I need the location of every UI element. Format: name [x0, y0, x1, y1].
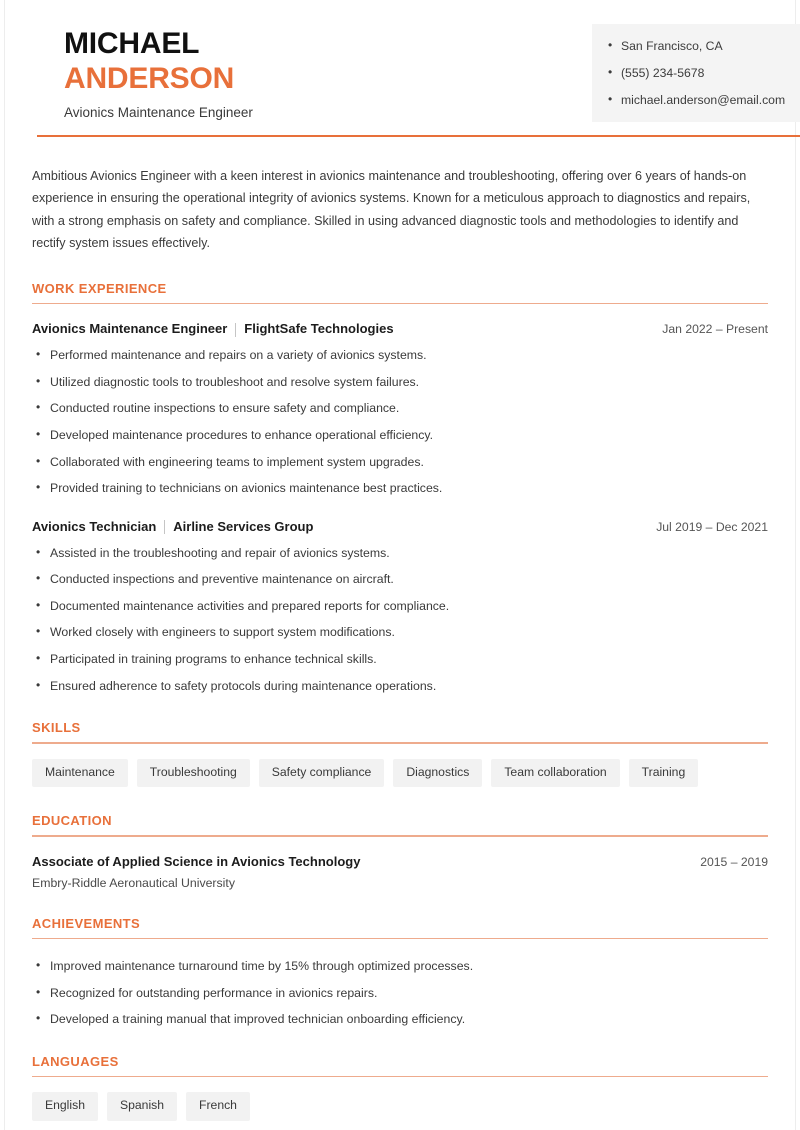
section-work-experience [32, 281, 768, 695]
first-name: MICHAEL [64, 27, 200, 60]
section-achievements [32, 916, 768, 1028]
experience-bullets [32, 545, 768, 695]
section-title-work-experience: WORK EXPERIENCE [32, 280, 167, 296]
section-title-skills: SKILLS [32, 720, 81, 736]
skill-chip: Safety compliance [259, 759, 385, 787]
experience-role: Avionics Technician [32, 518, 157, 534]
contact-box [592, 24, 800, 122]
professional-summary: Ambitious Avionics Engineer with a keen interest in avionics maintenance and troubleshooting, offering over 6 years of hands-on experience in ensuring the operational integrity of avionics systems. Known for a meticulous approach to diagnostics and repairs, with a strong emphasis on safety and compliance. Skilled in using advanced diagnostic tools and methodologies to identify and rectify system issues effectively. [32, 169, 751, 251]
bullet-item: • Performed maintenance and repairs on a variety of avionics systems. [32, 347, 768, 364]
language-chip: French [186, 1092, 250, 1120]
education-school: Embry-Riddle Aeronautical University [32, 875, 235, 890]
divider-bar-icon [235, 323, 236, 337]
contact-email: • michael.anderson@email.com [606, 93, 800, 109]
section-rule [32, 303, 768, 305]
resume-body [32, 165, 768, 1121]
skill-chip: Troubleshooting [137, 759, 250, 787]
experience-heading [32, 519, 313, 534]
skill-chip: Training [629, 759, 699, 787]
experience-date: Jan 2022 – Present [662, 322, 768, 337]
bullet-item: • Utilized diagnostic tools to troubleshoot and resolve system failures. [32, 374, 768, 391]
bullet-item: • Ensured adherence to safety protocols during maintenance operations. [32, 678, 768, 695]
bullet-item: • Developed a training manual that improved technician onboarding efficiency. [32, 1011, 768, 1028]
achievements-list [32, 958, 768, 1028]
education-entry-header [32, 854, 768, 869]
bullet-item: • Developed maintenance procedures to enhance operational efficiency. [32, 427, 768, 444]
bullet-item: • Documented maintenance activities and prepared reports for compliance. [32, 598, 768, 615]
section-rule [32, 1076, 768, 1078]
section-skills [32, 720, 768, 787]
experience-entry [32, 519, 768, 695]
skills-chip-list [32, 759, 768, 787]
section-title-achievements: ACHIEVEMENTS [32, 915, 141, 931]
header-divider [37, 135, 800, 137]
education-entry [32, 854, 768, 890]
contact-phone: • (555) 234-5678 [606, 66, 800, 82]
skill-chip: Diagnostics [393, 759, 482, 787]
language-chip: English [32, 1092, 98, 1120]
bullet-item: • Improved maintenance turnaround time by 15% through optimized processes. [32, 958, 768, 975]
experience-bullets [32, 347, 768, 497]
language-chip: Spanish [107, 1092, 177, 1120]
professional-title: Avionics Maintenance Engineer [64, 105, 253, 121]
bullet-item: • Conducted inspections and preventive maintenance on aircraft. [32, 571, 768, 588]
section-title-languages: LANGUAGES [32, 1053, 119, 1069]
last-name: ANDERSON [64, 62, 235, 96]
bullet-item: • Participated in training programs to enhance technical skills. [32, 651, 768, 668]
section-rule [32, 742, 768, 744]
bullet-item: • Recognized for outstanding performance in avionics repairs. [32, 985, 768, 1002]
contact-location: • San Francisco, CA [606, 39, 800, 55]
experience-role: Avionics Maintenance Engineer [32, 321, 228, 337]
resume-header [32, 0, 786, 136]
experience-entry-header [32, 519, 768, 534]
divider-bar-icon [164, 520, 165, 534]
bullet-item: • Assisted in the troubleshooting and repair of avionics systems. [32, 545, 768, 562]
education-date: 2015 – 2019 [700, 854, 768, 869]
experience-entry [32, 321, 768, 497]
identity-block [64, 26, 253, 120]
section-education [32, 813, 768, 890]
experience-company: Airline Services Group [173, 518, 314, 534]
experience-entry-header [32, 321, 768, 336]
experience-heading [32, 321, 394, 336]
section-title-education: EDUCATION [32, 813, 112, 829]
languages-chip-list [32, 1092, 768, 1120]
bullet-item: • Conducted routine inspections to ensure safety and compliance. [32, 400, 768, 417]
bullet-item: • Collaborated with engineering teams to implement system upgrades. [32, 454, 768, 471]
bullet-item: • Worked closely with engineers to support system modifications. [32, 624, 768, 641]
section-languages [32, 1054, 768, 1121]
skill-chip: Maintenance [32, 759, 128, 787]
bullet-item: • Provided training to technicians on avionics maintenance best practices. [32, 480, 768, 497]
section-rule [32, 835, 768, 837]
education-degree: Associate of Applied Science in Avionics Technology [32, 853, 361, 869]
skill-chip: Team collaboration [491, 759, 619, 787]
experience-date: Jul 2019 – Dec 2021 [656, 519, 768, 534]
contact-list [606, 39, 800, 109]
section-rule [32, 938, 768, 940]
experience-company: FlightSafe Technologies [244, 321, 394, 337]
